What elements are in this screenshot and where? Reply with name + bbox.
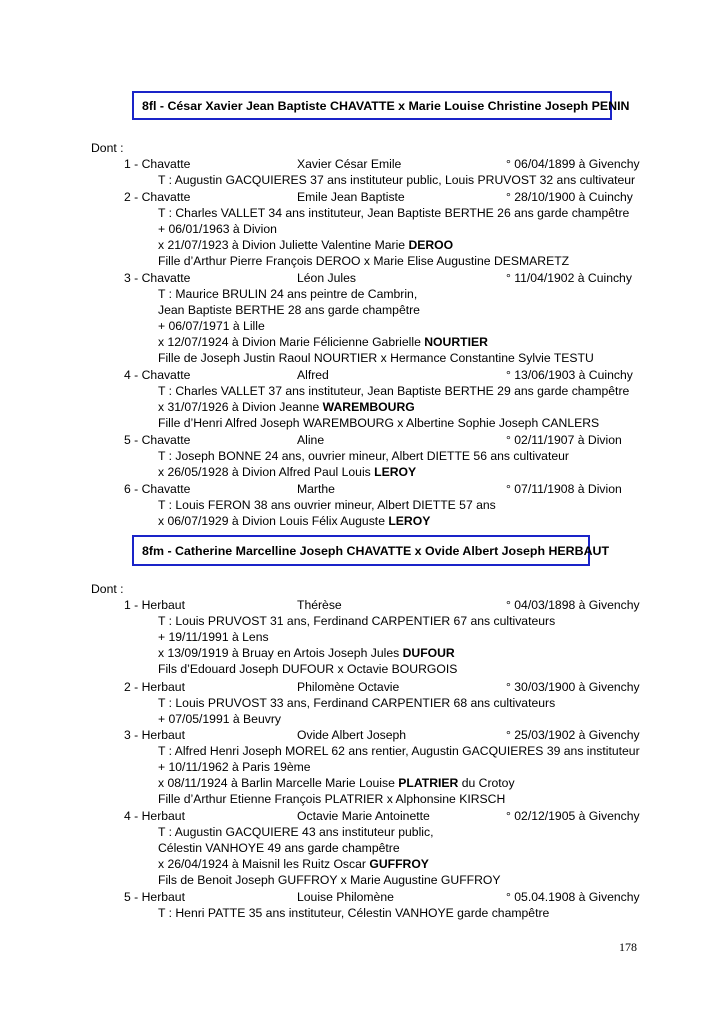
child-name: Octavie Marie Antoinette xyxy=(297,809,430,823)
child-detail: x 31/07/1926 à Divion Jeanne WAREMBOURG xyxy=(158,400,415,414)
child-detail: x 26/05/1928 à Divion Alfred Paul Louis LEROY xyxy=(158,465,417,479)
child-detail: T : Louis PRUVOST 33 ans, Ferdinand CARPENTIER 68 ans cultivateurs xyxy=(158,696,556,710)
child-number: 2 - Chavatte xyxy=(124,190,191,204)
child-number: 3 - Chavatte xyxy=(124,271,191,285)
child-number: 5 - Herbaut xyxy=(124,890,185,904)
child-name: Ovide Albert Joseph xyxy=(297,728,407,742)
child-detail: T : Augustin GACQUIERES 37 ans instituteur public, Louis PRUVOST 32 ans cultivateur xyxy=(158,173,636,187)
child-number: 4 - Herbaut xyxy=(124,809,185,823)
child-number: 6 - Chavatte xyxy=(124,482,191,496)
child-detail: + 06/07/1971 à Lille xyxy=(158,319,265,333)
child-detail: T : Louis FERON 38 ans ouvrier mineur, Albert DIETTE 57 ans xyxy=(158,498,496,512)
child-birth: ° 02/11/1907 à Divion xyxy=(506,433,622,447)
child-detail: T : Charles VALLET 37 ans instituteur, Jean Baptiste BERTHE 29 ans garde champêtre xyxy=(158,384,630,398)
child-detail: + 19/11/1991 à Lens xyxy=(158,630,269,644)
child-detail: + 06/01/1963 à Divion xyxy=(158,222,277,236)
page-number: 178 xyxy=(619,940,637,954)
section-title: 8fl - César Xavier Jean Baptiste CHAVATTE x Marie Louise Christine Joseph PENIN xyxy=(142,98,630,113)
child-detail: Fille d’Arthur Pierre François DEROO x Marie Elise Augustine DESMARETZ xyxy=(158,254,570,268)
child-birth: ° 25/03/1902 à Givenchy xyxy=(506,728,640,742)
child-name: Philomène Octavie xyxy=(297,680,400,694)
child-birth: ° 02/12/1905 à Givenchy xyxy=(506,809,640,823)
child-name: Léon Jules xyxy=(297,271,356,285)
child-name: Thérèse xyxy=(297,598,342,612)
child-detail: Fille d’Henri Alfred Joseph WAREMBOURG x Albertine Sophie Joseph CANLERS xyxy=(158,416,600,430)
child-name: Xavier César Emile xyxy=(297,157,402,171)
dont-label: Dont : xyxy=(91,582,124,596)
section-title-box xyxy=(132,535,610,566)
child-detail: T : Louis PRUVOST 31 ans, Ferdinand CARPENTIER 67 ans cultivateurs xyxy=(158,614,556,628)
child-birth: ° 13/06/1903 à Cuinchy xyxy=(506,368,633,382)
child-detail: Jean Baptiste BERTHE 28 ans garde champêtre xyxy=(158,303,420,317)
child-detail: Fille d’Arthur Etienne François PLATRIER x Alphonsine KIRSCH xyxy=(158,792,506,806)
dont-label: Dont : xyxy=(91,141,124,155)
child-detail: T : Maurice BRULIN 24 ans peintre de Cambrin, xyxy=(158,287,418,301)
child-detail: T : Augustin GACQUIERE 43 ans instituteur public, xyxy=(158,825,434,839)
child-birth: ° 11/04/1902 à Cuinchy xyxy=(506,271,632,285)
child-name: Marthe xyxy=(297,482,335,496)
child-detail: Fils d’Edouard Joseph DUFOUR x Octavie BOURGOIS xyxy=(158,662,458,676)
child-name: Louise Philomène xyxy=(297,890,394,904)
child-detail: T : Charles VALLET 34 ans instituteur, Jean Baptiste BERTHE 26 ans garde champêtre xyxy=(158,206,630,220)
section-title: 8fm - Catherine Marcelline Joseph CHAVATTE x Ovide Albert Joseph HERBAUT xyxy=(142,543,610,558)
child-number: 4 - Chavatte xyxy=(124,368,191,382)
child-detail: Célestin VANHOYE 49 ans garde champêtre xyxy=(158,841,400,855)
child-number: 1 - Herbaut xyxy=(124,598,185,612)
child-detail: Fils de Benoit Joseph GUFFROY x Marie Augustine GUFFROY xyxy=(158,873,501,887)
child-number: 3 - Herbaut xyxy=(124,728,185,742)
child-birth: ° 05.04.1908 à Givenchy xyxy=(506,890,640,904)
child-birth: ° 30/03/1900 à Givenchy xyxy=(506,680,640,694)
child-birth: ° 06/04/1899 à Givenchy xyxy=(506,157,640,171)
child-name: Alfred xyxy=(297,368,329,382)
child-detail: x 08/11/1924 à Barlin Marcelle Marie Louise PLATRIER du Crotoy xyxy=(158,776,515,790)
child-birth: ° 04/03/1898 à Givenchy xyxy=(506,598,640,612)
child-detail: x 06/07/1929 à Divion Louis Félix Auguste LEROY xyxy=(158,514,431,528)
child-detail: + 10/11/1962 à Paris 19ème xyxy=(158,760,311,774)
child-number: 2 - Herbaut xyxy=(124,680,185,694)
child-name: Emile Jean Baptiste xyxy=(297,190,405,204)
child-detail: x 21/07/1923 à Divion Juliette Valentine Marie DEROO xyxy=(158,238,454,252)
child-birth: ° 07/11/1908 à Divion xyxy=(506,482,622,496)
child-birth: ° 28/10/1900 à Cuinchy xyxy=(506,190,633,204)
child-detail: + 07/05/1991 à Beuvry xyxy=(158,712,281,726)
child-name: Aline xyxy=(297,433,325,447)
child-detail: T : Alfred Henri Joseph MOREL 62 ans rentier, Augustin GACQUIERES 39 ans instituteur xyxy=(158,744,640,758)
child-detail: T : Joseph BONNE 24 ans, ouvrier mineur, Albert DIETTE 56 ans cultivateur xyxy=(158,449,569,463)
child-detail: x 26/04/1924 à Maisnil les Ruitz Oscar GUFFROY xyxy=(158,857,429,871)
child-number: 1 - Chavatte xyxy=(124,157,191,171)
child-detail: x 13/09/1919 à Bruay en Artois Joseph Jules DUFOUR xyxy=(158,646,455,660)
child-detail: T : Henri PATTE 35 ans instituteur, Célestin VANHOYE garde champêtre xyxy=(158,906,550,920)
child-detail: x 12/07/1924 à Divion Marie Félicienne Gabrielle NOURTIER xyxy=(158,335,488,349)
child-number: 5 - Chavatte xyxy=(124,433,191,447)
section-title-box xyxy=(132,91,630,120)
child-detail: Fille de Joseph Justin Raoul NOURTIER x Hermance Constantine Sylvie TESTU xyxy=(158,351,594,365)
